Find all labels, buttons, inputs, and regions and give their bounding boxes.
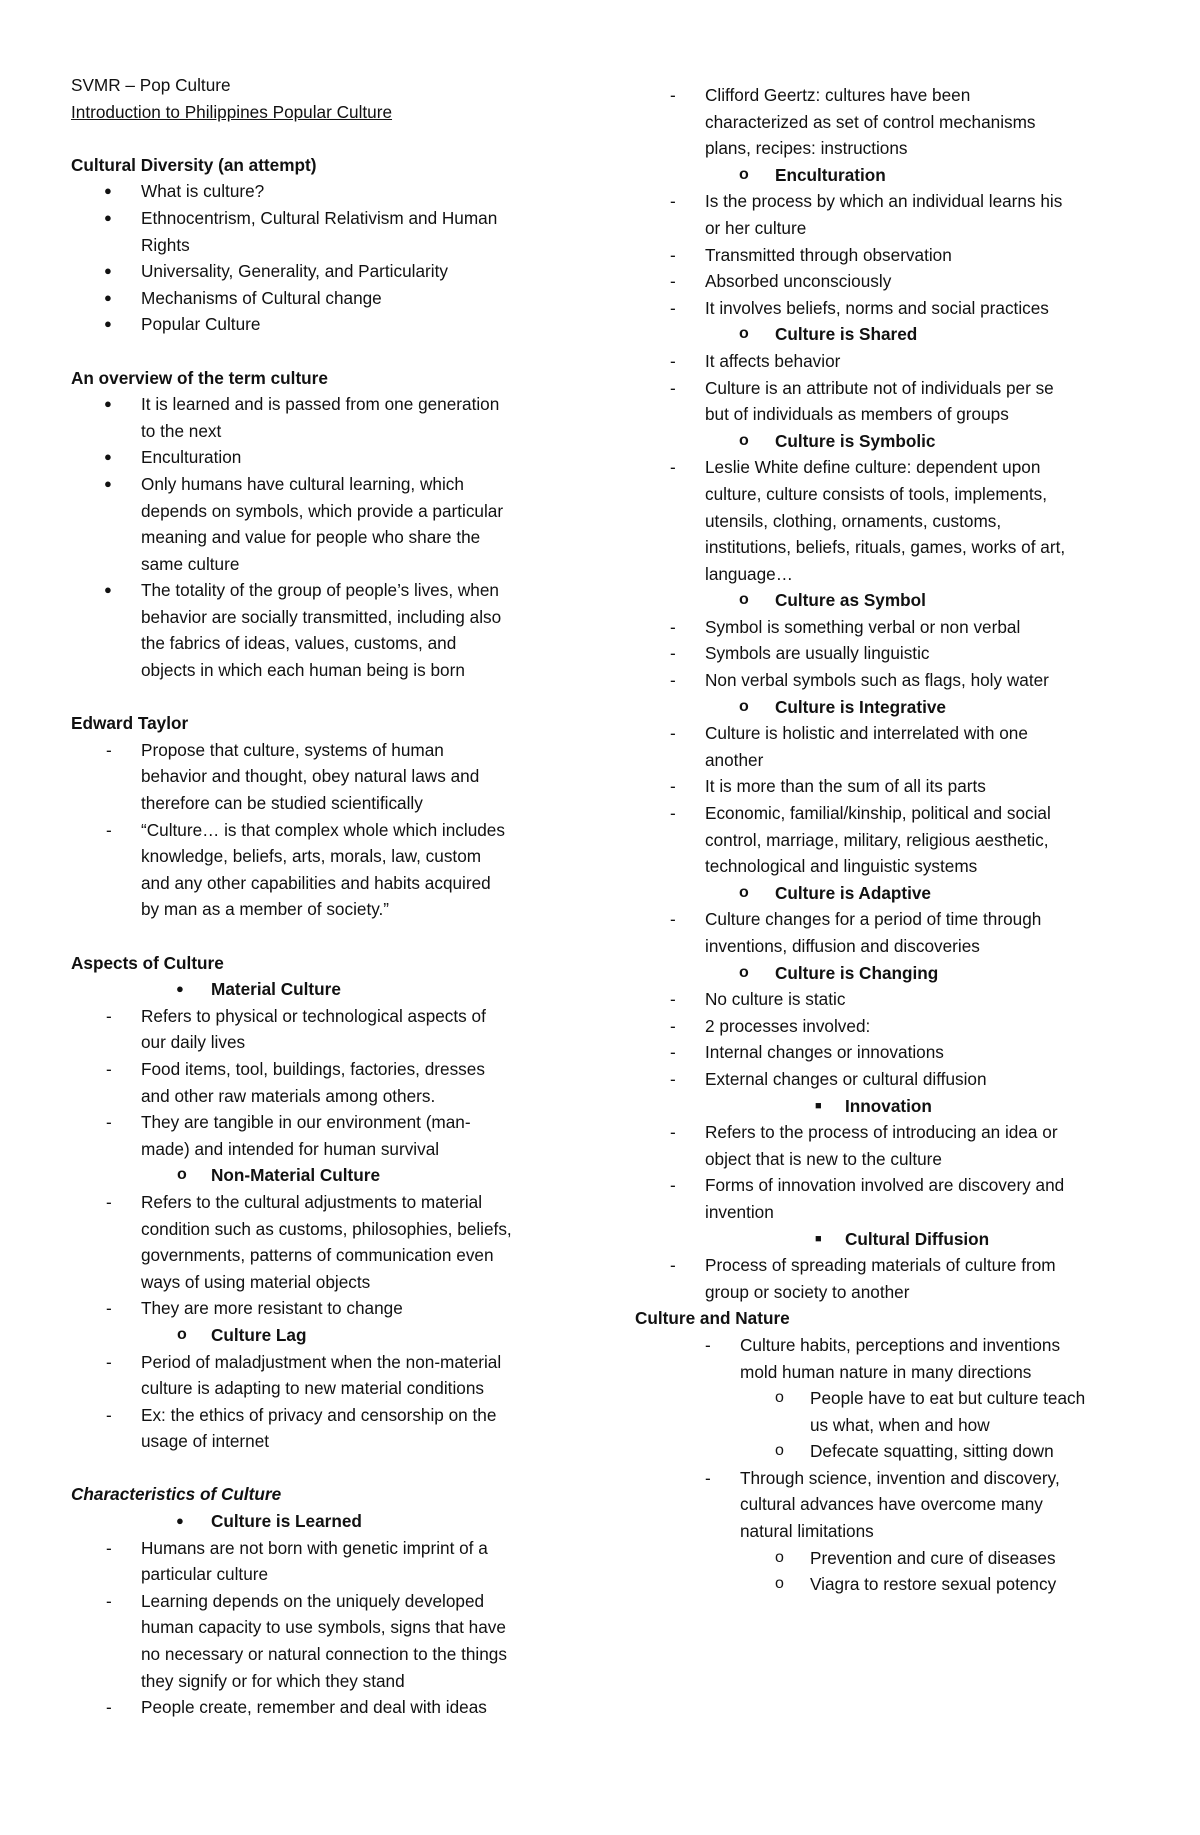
list-item-line: It affects behavior (705, 350, 841, 371)
dash-marker: - (670, 1068, 676, 1089)
list-item-line: Transmitted through observation (705, 244, 952, 265)
sub-list-item (635, 1438, 1150, 1465)
dash-marker: - (705, 1467, 711, 1488)
list-item (635, 242, 1150, 269)
list-item-line: Period of maladjustment when the non-material (141, 1351, 502, 1372)
list-item-line: Culture habits, perceptions and inventions (740, 1334, 1061, 1355)
dash-marker: - (106, 819, 112, 840)
dash-marker: - (670, 271, 676, 292)
list-item-line: Through science, invention and discovery, (740, 1467, 1060, 1488)
list-item-line: utensils, clothing, ornaments, customs, (705, 510, 1002, 531)
dash-marker: - (106, 1537, 112, 1558)
list-item-line: group or society to another (705, 1281, 910, 1302)
subheading-text: Culture is Integrative (775, 696, 946, 717)
circle-marker: o (177, 1325, 187, 1343)
list-item-line: object that is new to the culture (705, 1148, 942, 1169)
list-item-line: Symbols are usually linguistic (705, 643, 930, 664)
circle-marker: o (739, 325, 749, 343)
dash-marker: - (670, 85, 676, 105)
dash-marker: - (670, 457, 676, 478)
list-item (635, 667, 1150, 694)
dash-marker: - (670, 803, 676, 824)
bullet-marker-icon: ● (104, 475, 112, 491)
dash-marker: - (670, 350, 676, 371)
bullet-marker-icon: ● (176, 1513, 184, 1529)
top-spacer (635, 72, 1150, 82)
section-heading-characteristics: Characteristics of Culture (71, 1484, 282, 1505)
list-item (635, 720, 1150, 773)
list-item (71, 391, 606, 444)
list-item-line: No culture is static (705, 989, 846, 1010)
list-item (635, 454, 1150, 587)
list-item-line: our daily lives (141, 1032, 246, 1053)
dash-marker: - (106, 1590, 112, 1611)
list-item-line: Culture changes for a period of time through (705, 909, 1042, 930)
list-item (71, 577, 606, 683)
bullet-marker-icon: ● (104, 209, 112, 225)
list-item-line: inventions, diffusion and discoveries (705, 936, 980, 956)
list-item (635, 1172, 1150, 1225)
section-heading-cultural-diversity: Cultural Diversity (an attempt) (71, 154, 317, 175)
subheading-text: Innovation (845, 1095, 932, 1116)
list-item-line: Culture is holistic and interrelated with one (705, 723, 1028, 744)
dash-marker: - (670, 909, 676, 930)
list-item-line: Food items, tool, buildings, factories, dresses (141, 1058, 485, 1079)
circle-marker: o (739, 697, 749, 715)
list-item (635, 268, 1150, 295)
list-item (71, 471, 606, 577)
bullet-marker-icon: ● (104, 316, 112, 332)
section-heading-culture-and-nature: Culture and Nature (635, 1308, 790, 1329)
dash-marker: - (106, 1005, 112, 1026)
list-item-line: usage of internet (141, 1431, 270, 1452)
list-item (71, 817, 606, 923)
dash-marker: - (670, 723, 676, 744)
list-item (635, 1465, 1150, 1545)
list-item-line: culture is adapting to new material conditions (141, 1378, 484, 1399)
list-item-line: Culture is an attribute not of individuals per se (705, 377, 1054, 398)
list-item-line: knowledge, beliefs, arts, morals, law, custom (141, 846, 482, 867)
list-item-line: Ethnocentrism, Cultural Relativism and Human (141, 207, 498, 228)
list-item-line: plans, recipes: instructions (705, 138, 908, 159)
circle-marker: o (739, 431, 749, 449)
list-item (71, 737, 606, 817)
list-item-line: us what, when and how (810, 1414, 990, 1435)
list-item-line: natural limitations (740, 1521, 874, 1542)
list-item-line: behavior and thought, obey natural laws and (141, 766, 480, 787)
dash-marker: - (670, 776, 676, 797)
list-item (71, 1349, 606, 1402)
list-item-line: human capacity to use symbols, signs that have (141, 1617, 506, 1638)
bullet-marker-icon: ● (104, 289, 112, 305)
list-item-line: Economic, familial/kinship, political and social (705, 803, 1051, 824)
list-item (71, 1694, 606, 1721)
list-item-line: Internal changes or innovations (705, 1042, 944, 1063)
subheading-text: Non-Material Culture (211, 1165, 381, 1186)
subheading-material-culture (71, 976, 606, 1003)
list-item (635, 188, 1150, 241)
list-item (635, 906, 1150, 959)
list-item (635, 640, 1150, 667)
subheading-culture-is-integrative (635, 694, 1150, 721)
list-item-line: Forms of innovation involved are discovery and (705, 1175, 1065, 1196)
circle-marker: o (739, 963, 749, 981)
list-item-line: Only humans have cultural learning, which (141, 473, 464, 494)
list-item-line: Ex: the ethics of privacy and censorship on the (141, 1404, 497, 1425)
list-item-line: They are more resistant to change (141, 1298, 403, 1319)
circle-marker: o (775, 1442, 784, 1460)
list-item-line: same culture (141, 553, 240, 574)
dash-marker: - (670, 643, 676, 664)
list-item (71, 1535, 606, 1588)
dash-marker: - (106, 1298, 112, 1319)
list-item-line: control, marriage, military, religious aesthetic, (705, 829, 1049, 850)
list-item-line: Leslie White define culture: dependent upon (705, 457, 1041, 478)
dash-marker: - (670, 1042, 676, 1063)
list-item (71, 1109, 606, 1162)
list-item-line: The totality of the group of people’s lives, when (141, 580, 499, 601)
left-column (71, 72, 606, 1721)
list-item-line: Refers to physical or technological aspects of (141, 1005, 486, 1026)
sub-list-item (635, 1545, 1150, 1572)
list-item-line: Clifford Geertz: cultures have been (705, 85, 971, 105)
right-column (635, 72, 1150, 1598)
list-item (71, 258, 606, 285)
circle-marker: o (775, 1389, 784, 1407)
list-item-line: They are tangible in our environment (man- (141, 1112, 471, 1133)
list-item-line: It is more than the sum of all its parts (705, 776, 986, 797)
subheading-culture-is-symbolic (635, 428, 1150, 455)
bullet-marker-icon: ● (104, 183, 112, 199)
list-item-line: by man as a member of society.” (141, 899, 390, 920)
list-item-line: no necessary or natural connection to the things (141, 1644, 507, 1665)
list-item-line: 2 processes involved: (705, 1015, 871, 1036)
list-item-line: Learning depends on the uniquely developed (141, 1590, 485, 1611)
subheading-culture-lag (71, 1322, 606, 1349)
list-item-line: technological and linguistic systems (705, 856, 978, 877)
list-item-line: or her culture (705, 217, 807, 238)
list-item-line: Is the process by which an individual learns his (705, 191, 1063, 212)
list-item-line: Universality, Generality, and Particularity (141, 261, 448, 282)
subheading-enculturation (635, 162, 1150, 189)
bullet-marker-icon: ● (104, 449, 112, 465)
circle-marker: o (775, 1575, 784, 1593)
list-item-line: language… (705, 563, 793, 584)
list-item (635, 82, 1150, 162)
list-item (635, 773, 1150, 800)
list-item-line: Prevention and cure of diseases (810, 1547, 1056, 1568)
list-item-line: therefore can be studied scientifically (141, 793, 423, 814)
list-item-line: It involves beliefs, norms and social practices (705, 297, 1049, 318)
circle-marker: o (739, 883, 749, 901)
list-item-line: characterized as set of control mechanisms (705, 111, 1036, 132)
subheading-text: Material Culture (211, 979, 341, 1000)
list-item (71, 1402, 606, 1455)
bullet-marker-icon: ● (104, 263, 112, 279)
square-bullet-icon: ■ (815, 1232, 822, 1245)
list-item-line: and any other capabilities and habits acquired (141, 872, 491, 893)
section-heading-aspects: Aspects of Culture (71, 952, 224, 973)
list-item-line: People have to eat but culture teach (810, 1388, 1086, 1409)
list-item-line: invention (705, 1201, 774, 1222)
list-item-line: cultural advances have overcome many (740, 1494, 1043, 1515)
subheading-text: Culture is Learned (211, 1511, 362, 1532)
list-item-line: Refers to the cultural adjustments to material (141, 1191, 483, 1212)
list-item-line: Viagra to restore sexual potency (810, 1574, 1057, 1595)
list-item-line: What is culture? (141, 181, 265, 202)
list-item-line: Mechanisms of Cultural change (141, 287, 382, 308)
list-item (635, 1066, 1150, 1093)
list-item-line: Symbol is something verbal or non verbal (705, 616, 1021, 637)
dash-marker: - (106, 1351, 112, 1372)
dash-marker: - (106, 1058, 112, 1079)
subheading-text: Culture is Symbolic (775, 430, 936, 451)
list-item-line: Defecate squatting, sitting down (810, 1441, 1054, 1462)
list-item (635, 1013, 1150, 1040)
list-item (635, 1039, 1150, 1066)
list-item-line: made) and intended for human survival (141, 1138, 440, 1159)
list-item (71, 1295, 606, 1322)
list-item-line: depends on symbols, which provide a particular (141, 500, 504, 521)
list-item (71, 1056, 606, 1109)
subheading-culture-is-changing (635, 960, 1150, 987)
list-item-line: the fabrics of ideas, values, customs, and (141, 633, 457, 654)
list-item (71, 1003, 606, 1056)
subheading-culture-is-learned (71, 1508, 606, 1535)
list-item-line: another (705, 749, 764, 770)
list-item (635, 1252, 1150, 1305)
list-item (635, 800, 1150, 880)
list-item (71, 205, 606, 258)
dash-marker: - (670, 377, 676, 398)
list-item-line: People create, remember and deal with ideas (141, 1697, 487, 1718)
subheading-culture-is-shared (635, 321, 1150, 348)
bullet-marker-icon: ● (176, 981, 184, 997)
course-title: SVMR – Pop Culture (71, 75, 231, 95)
sub-list-item (635, 1571, 1150, 1598)
list-item (71, 178, 606, 205)
list-item-line: It is learned and is passed from one generation (141, 394, 500, 415)
dash-marker: - (670, 1255, 676, 1276)
list-item-line: Enculturation (141, 447, 242, 468)
list-item (635, 295, 1150, 322)
subheading-text: Culture is Adaptive (775, 882, 931, 903)
list-item-line: to the next (141, 420, 222, 441)
dash-marker: - (106, 739, 112, 760)
bullet-marker-icon: ● (104, 396, 112, 412)
list-item-line: condition such as customs, philosophies, beliefs, (141, 1218, 512, 1239)
subheading-text: Culture as Symbol (775, 590, 926, 611)
list-item (635, 348, 1150, 375)
bullet-marker-icon: ● (104, 582, 112, 598)
list-item-line: Refers to the process of introducing an idea or (705, 1122, 1058, 1143)
dash-marker: - (670, 616, 676, 637)
subheading-cultural-diffusion (635, 1226, 1150, 1253)
list-item-line: Non verbal symbols such as flags, holy water (705, 670, 1049, 691)
dash-marker: - (670, 989, 676, 1010)
list-item-line: mold human nature in many directions (740, 1361, 1032, 1382)
list-item (635, 986, 1150, 1013)
list-item (635, 375, 1150, 428)
list-item (635, 614, 1150, 641)
subheading-innovation (635, 1093, 1150, 1120)
subheading-non-material-culture (71, 1162, 606, 1189)
list-item-line: Popular Culture (141, 314, 261, 335)
circle-marker: o (739, 591, 749, 609)
list-item-line: External changes or cultural diffusion (705, 1068, 987, 1089)
section-heading-edward-taylor: Edward Taylor (71, 713, 189, 734)
list-item-line: Humans are not born with genetic imprint of a (141, 1537, 488, 1558)
list-item (71, 311, 606, 338)
circle-marker: o (739, 165, 749, 183)
list-item-line: they signify or for which they stand (141, 1670, 405, 1691)
list-item-line: Propose that culture, systems of human (141, 739, 444, 760)
list-item (71, 285, 606, 312)
dash-marker: - (670, 1175, 676, 1196)
dash-marker: - (705, 1334, 711, 1355)
dash-marker: - (106, 1404, 112, 1425)
list-item (71, 444, 606, 471)
sub-list-item (635, 1385, 1150, 1438)
list-item-line: ways of using material objects (141, 1271, 371, 1292)
dash-marker: - (670, 191, 676, 212)
list-item-line: culture, culture consists of tools, implements, (705, 483, 1047, 504)
list-item (71, 1588, 606, 1694)
list-item-line: but of individuals as members of groups (705, 404, 1009, 425)
dash-marker: - (670, 670, 676, 691)
list-item-line: behavior are socially transmitted, including also (141, 606, 502, 627)
list-item-line: Rights (141, 234, 190, 255)
circle-marker: o (177, 1166, 187, 1184)
dash-marker: - (670, 297, 676, 318)
list-item-line: “Culture… is that complex whole which includes (141, 819, 505, 840)
list-item-line: and other raw materials among others. (141, 1085, 436, 1106)
dash-marker: - (106, 1191, 112, 1212)
subheading-text: Culture is Changing (775, 962, 939, 983)
list-item (635, 1332, 1150, 1385)
square-bullet-icon: ■ (815, 1099, 822, 1112)
subheading-text: Culture Lag (211, 1324, 307, 1345)
dash-marker: - (106, 1112, 112, 1133)
document-subtitle: Introduction to Philippines Popular Culture (71, 101, 393, 122)
circle-marker: o (775, 1548, 784, 1566)
subheading-culture-is-adaptive (635, 880, 1150, 907)
dash-marker: - (670, 1122, 676, 1143)
list-item (635, 1119, 1150, 1172)
list-item (71, 1189, 606, 1295)
list-item-line: Absorbed unconsciously (705, 271, 892, 292)
dash-marker: - (106, 1697, 112, 1718)
subheading-text: Culture is Shared (775, 324, 918, 345)
subheading-culture-as-symbol (635, 587, 1150, 614)
list-item-line: governments, patterns of communication even (141, 1245, 494, 1266)
list-item-line: objects in which each human being is born (141, 660, 465, 681)
list-item-line: meaning and value for people who share the (141, 527, 481, 548)
list-item-line: institutions, beliefs, rituals, games, works of art, (705, 537, 1066, 558)
dash-marker: - (670, 1015, 676, 1036)
section-heading-overview: An overview of the term culture (71, 367, 328, 388)
list-item-line: particular culture (141, 1564, 269, 1585)
subheading-text: Enculturation (775, 164, 886, 185)
dash-marker: - (670, 244, 676, 265)
list-item-line: Process of spreading materials of culture from (705, 1255, 1056, 1276)
subheading-text: Cultural Diffusion (845, 1228, 990, 1249)
